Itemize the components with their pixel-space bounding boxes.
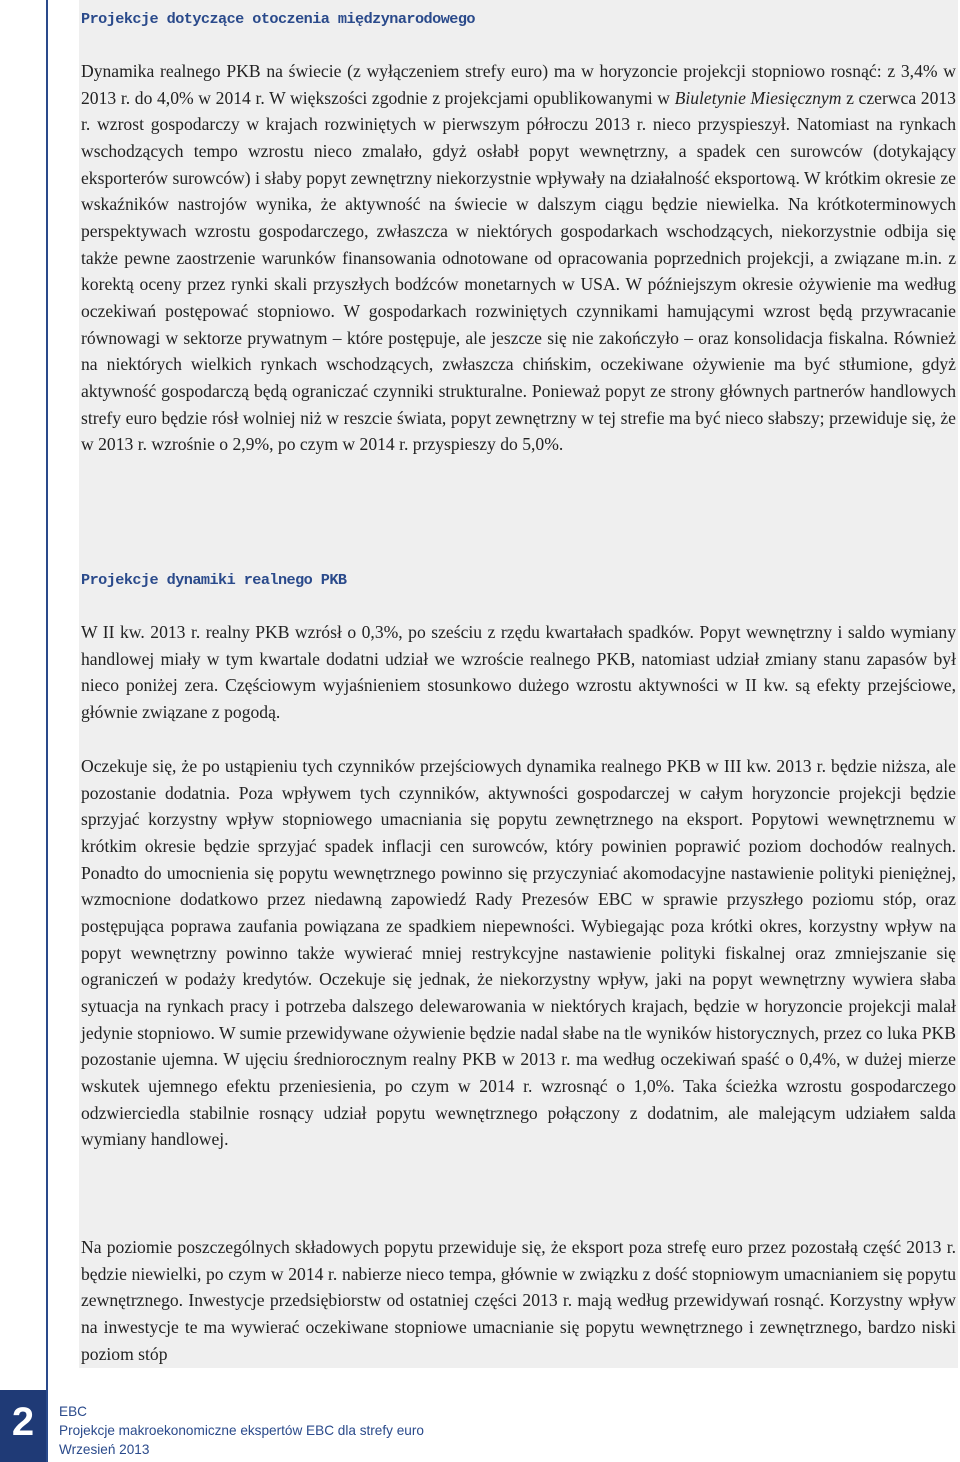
margin-rule	[46, 0, 48, 1462]
article-panel	[79, 0, 958, 1368]
section-heading-international: Projekcje dotyczące otoczenia międzynarodowego	[81, 10, 475, 28]
footer	[59, 1402, 424, 1459]
footer-publication: Projekcje makroekonomiczne ekspertów EBC dla strefy euro	[59, 1423, 424, 1438]
footer-publisher: EBC	[59, 1404, 87, 1419]
paragraph-international	[81, 58, 956, 458]
paragraph-text: z czerwca 2013 r. wzrost gospodarczy w krajach rozwiniętych w pierwszym półroczu 2013 r. nieco przyspieszył. Natomiast na rynkach wschodzących tempo wzrostu nieco zmalało, gdyż osłabł popyt wewnętrzny, a spadek cen surowców (dotykający eksporterów surowców) i słaby popyt zewnętrzny niekorzystnie wpływały na działalność eksportową. W krótkim okresie ze wskaźników nastrojów wynika, że aktywność na świecie w dalszym ciągu będzie niewielka. Na krótkoterminowych perspektywach wzrostu gospodarczego, zwłaszcza w niektórych gospodarkach wschodzących, niekorzystnie odbija się także pewne zaostrzenie warunków finansowania odnotowane od opracowania poprzednich projekcji, a związane m.in. z korektą oceny przez rynki skali przyszłych bodźców monetarnych w USA. W późniejszym okresie ożywienie ma według oczekiwań postępować stopniowo. W gospodarkach rozwiniętych czynnikami hamującymi wzrost będą przywracanie równowagi w sektorze prywatnym – które postępuje, ale jeszcze się nie zakończyło – oraz konsolidacja fiskalna. Również na niektórych wielkich rynkach wschodzących, zwłaszcza chińskim, oczekiwane ożywienie ma być stłumione, gdyż aktywność gospodarczą będą ograniczać czynniki strukturalne. Ponieważ popyt ze strony głównych partnerów handlowych strefy euro będzie rósł wolniej niż w reszcie świata, popyt zewnętrzny w tej strefie ma być nieco słabszy; przewiduje się, że w 2013 r. wzrośnie o 2,9%, po czym w 2014 r. przyspieszy do 5,0%.	[81, 87, 956, 455]
paragraph-gdp-q2: W II kw. 2013 r. realny PKB wzrósł o 0,3%, po sześciu z rzędu kwartałach spadków. Popyt wewnętrzny i saldo wymiany handlowej miały w tym kwartale dodatni udział we wzroście realnego PKB, natomiast udział zmiany stanu zapasów był nieco poniżej zera. Częściowym wyjaśnieniem stosunkowo dużego wzrostu aktywności w II kw. są efekty przejściowe, głównie związane z pogodą.	[81, 622, 956, 722]
paragraph-gdp-outlook: Oczekuje się, że po ustąpieniu tych czynników przejściowych dynamika realnego PKB w III kw. 2013 r. będzie niższa, ale pozostanie dodatnia. Poza wpływem tych czynników, aktywności gospodarczej w całym horyzoncie projekcji będzie sprzyjać korzystny wpływ stopniowego umacniania się popytu zewnętrznego na eksport. Popytowi wewnętrznemu w krótkim okresie będzie sprzyjać spadek inflacji cen surowców, który powinien poprawić poziom dochodów realnych. Ponadto do umocnienia się popytu wewnętrznego powinno się przyczyniać akomodacyjne nastawienie polityki pieniężnej, wzmocnione dodatkowo przez niedawną zapowiedź Rady Prezesów EBC w sprawie przyszłego poziomu stóp, oraz postępująca poprawa zaufania powiązana ze spadkiem niepewności. Wybiegając poza krótki okres, korzystny wpływ na popyt wewnętrzny powinno także wywierać mniej restrykcyjne nastawienie polityki fiskalnej oraz zmniejszanie się ograniczeń w podaży kredytów. Oczekuje się jednak, że niekorzystny wpływ, jaki na popyt wewnętrzny wywiera słaba sytuacja na rynkach pracy i potrzeba dalszego delewarowania w niektórych krajach, będzie w horyzoncie projekcji malał jedynie stopniowo. W sumie przewidywane ożywienie będzie nadal słabe na tle wyników historycznych, przez co luka PKB pozostanie ujemna. W ujęciu średniorocznym realny PKB w 2013 r. ma według oczekiwań spaść o 0,4%, w dużej mierze wskutek ujemnego efektu przeniesienia, po czym w 2014 r. wzrosnąć o 1,0%. Taka ścieżka wzrostu gospodarczego odzwierciedla stabilnie rosnący udział popytu wewnętrznego połączony z dodatnim, ale malejącym udziałem salda wymiany handlowej.	[81, 756, 956, 1150]
paragraph-text: Dynamika realnego PKB na świecie (z wyłączeniem strefy euro) ma w horyzoncie projekcji stopniowo rosnąć: z 3,4% w 2013 r. do 4,0% w 2014 r. W większości zgodnie z projekcjami opublikowanymi w	[81, 61, 956, 108]
paragraph-gdp-components: Na poziomie poszczególnych składowych popytu przewiduje się, że eksport poza strefę euro przez pozostałą część 2013 r. będzie niewielki, po czym w 2014 r. nabierze nieco tempa, głównie w związku z dość stopniowym umacnianiem się popytu zewnętrznego. Inwestycje przedsiębiorstw od ostatniej części 2013 r. mają według przewidywań rosnąć. Korzystny wpływ na inwestycje te ma wywierać oczekiwane stopniowe umacnianie się popytu wewnętrznego i zewnętrznego, bardzo niski poziom stóp	[81, 1237, 956, 1364]
publication-title: Biuletynie Miesięcznym	[674, 87, 842, 108]
page-number: 2	[11, 1400, 35, 1444]
footer-date: Wrzesień 2013	[59, 1442, 150, 1457]
section-heading-gdp: Projekcje dynamiki realnego PKB	[81, 571, 347, 589]
